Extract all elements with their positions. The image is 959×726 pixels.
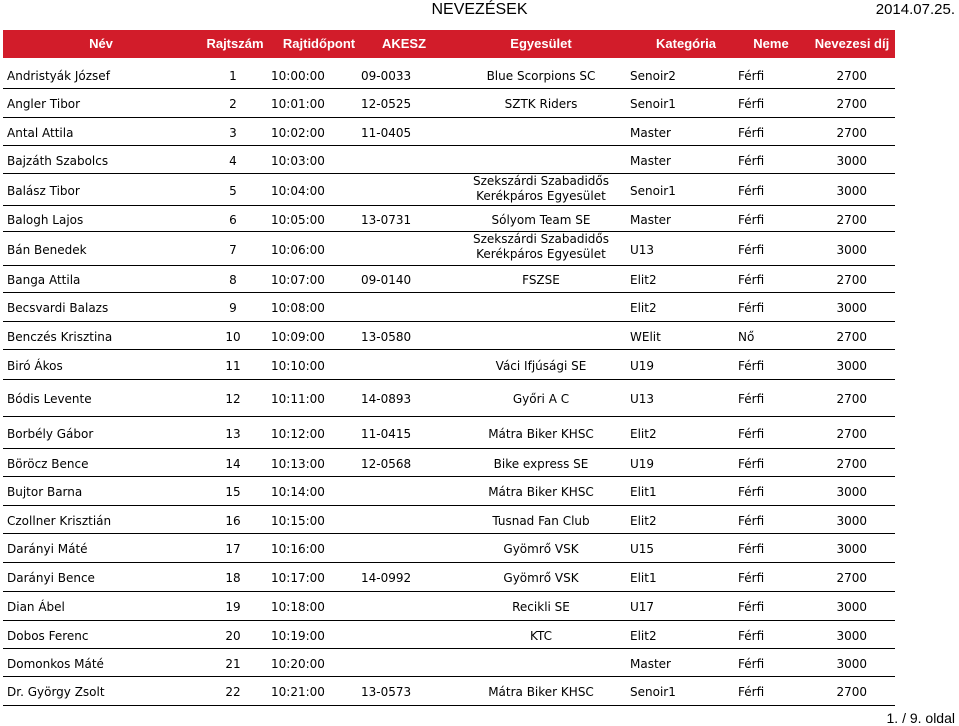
gender: Férfi [738, 485, 765, 499]
entry-fee: 2700 [836, 273, 867, 287]
entry-fee: 2700 [836, 126, 867, 140]
gender: Férfi [738, 392, 765, 406]
entry-fee: 2700 [836, 330, 867, 344]
bib-number: 10 [225, 330, 241, 344]
gender: Férfi [738, 514, 765, 528]
akesz-id: 09-0033 [361, 69, 412, 83]
category: Elit2 [630, 514, 657, 528]
bib-number: 9 [229, 301, 237, 315]
entry-fee: 2700 [836, 685, 867, 699]
table-row [3, 145, 895, 174]
akesz-id: 09-0140 [361, 273, 412, 287]
gender: Férfi [738, 457, 765, 471]
entrant-name: Biró Ákos [7, 359, 63, 373]
start-time: 10:12:00 [271, 427, 325, 441]
entry-fee: 3000 [836, 154, 867, 168]
bib-number: 13 [225, 427, 241, 441]
bib-number: 7 [229, 243, 237, 257]
table-row [3, 117, 895, 146]
club: SZTK Riders [504, 97, 578, 111]
club: Mátra Biker KHSC [488, 485, 594, 499]
entry-fee: 3000 [836, 359, 867, 373]
bib-number: 3 [229, 126, 237, 140]
bib-number: 16 [225, 514, 241, 528]
gender: Férfi [738, 126, 765, 140]
entrant-name: Bajzáth Szabolcs [7, 154, 109, 168]
start-time: 10:08:00 [271, 301, 325, 315]
club-line-1: Szekszárdi Szabadidős [472, 174, 610, 188]
category: U19 [630, 457, 655, 471]
entrant-name: Benczés Krisztina [7, 330, 113, 344]
gender: Férfi [738, 184, 765, 198]
entry-fee: 3000 [836, 184, 867, 198]
entrant-name: Darányi Máté [7, 542, 88, 556]
entry-fee: 3000 [836, 629, 867, 643]
akesz-id: 13-0573 [361, 685, 412, 699]
bib-number: 1 [229, 69, 237, 83]
category: WElit [630, 330, 661, 344]
entrant-name: Domonkos Máté [7, 657, 104, 671]
entrant-name: Bódis Levente [7, 392, 92, 406]
page-title: NEVEZÉSEK [431, 1, 528, 18]
table-row [3, 379, 895, 417]
start-time: 10:09:00 [271, 330, 325, 344]
gender: Férfi [738, 359, 765, 373]
header-bib: Rajtszám [206, 36, 264, 51]
category: Master [630, 213, 671, 227]
category: U13 [630, 392, 655, 406]
start-time: 10:16:00 [271, 542, 325, 556]
entry-fee: 3000 [836, 657, 867, 671]
akesz-id: 14-0893 [361, 392, 412, 406]
akesz-id: 11-0405 [361, 126, 412, 140]
category: Elit1 [630, 571, 657, 585]
gender: Férfi [738, 154, 765, 168]
entrant-name: Balász Tibor [7, 184, 80, 198]
entry-fee: 3000 [836, 600, 867, 614]
gender: Férfi [738, 600, 765, 614]
club: Mátra Biker KHSC [488, 685, 594, 699]
entrant-name: Angler Tibor [7, 97, 81, 111]
page-number: 1. / 9. oldal [886, 710, 955, 726]
club-line-2: Kerékpáros Egyesület [476, 189, 606, 203]
club-line-2: Kerékpáros Egyesület [476, 247, 606, 261]
table-row [3, 620, 895, 649]
table-row [3, 562, 895, 592]
entrant-name: Banga Attila [7, 273, 81, 287]
akesz-id: 13-0731 [361, 213, 412, 227]
entry-fee: 2700 [836, 392, 867, 406]
start-time: 10:10:00 [271, 359, 325, 373]
start-time: 10:17:00 [271, 571, 325, 585]
category: Senoir1 [630, 184, 676, 198]
akesz-id: 12-0568 [361, 457, 412, 471]
entry-fee: 2700 [836, 97, 867, 111]
club: Bike express SE [493, 457, 589, 471]
bib-number: 18 [225, 571, 241, 585]
category: U19 [630, 359, 655, 373]
table-header [3, 30, 895, 58]
start-time: 10:03:00 [271, 154, 325, 168]
header-akesz: AKESZ [381, 36, 427, 51]
akesz-id: 12-0525 [361, 97, 412, 111]
club: Tusnad Fan Club [492, 514, 590, 528]
start-time: 10:19:00 [271, 629, 325, 643]
gender: Férfi [738, 685, 765, 699]
category: Elit2 [630, 273, 657, 287]
category: Master [630, 154, 671, 168]
club: KTC [530, 629, 552, 643]
gender: Férfi [738, 243, 765, 257]
start-time: 10:13:00 [271, 457, 325, 471]
start-time: 10:00:00 [271, 69, 325, 83]
club: Mátra Biker KHSC [488, 427, 594, 441]
bib-number: 22 [225, 685, 241, 699]
bib-number: 6 [229, 213, 237, 227]
category: Elit2 [630, 301, 657, 315]
gender: Nő [738, 330, 755, 344]
gender: Férfi [738, 657, 765, 671]
header-start-time: Rajtidőpont [282, 36, 356, 51]
table-row [3, 676, 895, 706]
club: Váci Ifjúsági SE [495, 359, 587, 373]
start-time: 10:05:00 [271, 213, 325, 227]
header-gender: Neme [753, 36, 789, 51]
club: Recikli SE [512, 600, 570, 614]
bib-number: 19 [225, 600, 241, 614]
club: Gyömrő VSK [503, 542, 579, 556]
bib-number: 11 [225, 359, 241, 373]
akesz-id: 14-0992 [361, 571, 412, 585]
start-time: 10:02:00 [271, 126, 325, 140]
start-time: 10:21:00 [271, 685, 325, 699]
entrant-name: Böröcz Bence [7, 457, 89, 471]
start-time: 10:06:00 [271, 243, 325, 257]
bib-number: 15 [225, 485, 241, 499]
table-row [3, 349, 895, 380]
start-time: 10:11:00 [271, 392, 325, 406]
club: Győri A C [512, 392, 570, 406]
gender: Férfi [738, 571, 765, 585]
bib-number: 14 [225, 457, 241, 471]
entrant-name: Borbély Gábor [7, 427, 94, 441]
category: Senoir2 [630, 69, 676, 83]
table-row [3, 505, 895, 534]
gender: Férfi [738, 69, 765, 83]
gender: Férfi [738, 427, 765, 441]
gender: Férfi [738, 542, 765, 556]
entrant-name: Bujtor Barna [7, 485, 83, 499]
bib-number: 5 [229, 184, 237, 198]
category: Senoir1 [630, 685, 676, 699]
entry-fee: 3000 [836, 485, 867, 499]
table-row [3, 416, 895, 449]
bib-number: 21 [225, 657, 241, 671]
table-row [3, 231, 895, 266]
table-row [3, 448, 895, 477]
entrant-name: Dr. György Zsolt [7, 685, 105, 699]
entrant-name: Becsvardi Balazs [7, 301, 109, 315]
bib-number: 20 [225, 629, 241, 643]
category: Senoir1 [630, 97, 676, 111]
table-row [3, 265, 895, 293]
start-time: 10:07:00 [271, 273, 325, 287]
table-row [3, 60, 895, 89]
bib-number: 4 [229, 154, 237, 168]
gender: Férfi [738, 629, 765, 643]
gender: Férfi [738, 301, 765, 315]
entrant-name: Bán Benedek [7, 243, 87, 257]
header-name: Név [89, 36, 113, 51]
category: U17 [630, 600, 655, 614]
gender: Férfi [738, 213, 765, 227]
bib-number: 12 [225, 392, 241, 406]
table-row [3, 88, 895, 118]
bib-number: 17 [225, 542, 241, 556]
header-club: Egyesület [510, 36, 572, 51]
akesz-id: 11-0415 [361, 427, 412, 441]
category: Elit2 [630, 427, 657, 441]
entrant-name: Balogh Lajos [7, 213, 84, 227]
start-time: 10:15:00 [271, 514, 325, 528]
table-row [3, 321, 895, 350]
gender: Férfi [738, 273, 765, 287]
header-fee: Nevezesi díj [814, 36, 890, 51]
entrant-name: Darányi Bence [7, 571, 95, 585]
start-time: 10:04:00 [271, 184, 325, 198]
category: Elit2 [630, 629, 657, 643]
entry-fee: 2700 [836, 571, 867, 585]
start-time: 10:18:00 [271, 600, 325, 614]
table-row [3, 173, 895, 206]
entry-fee: 3000 [836, 542, 867, 556]
entry-fee: 3000 [836, 514, 867, 528]
header-category: Kategória [656, 36, 716, 51]
club: Gyömrő VSK [503, 571, 579, 585]
table-row [3, 533, 895, 563]
entrant-name: Andristyák József [7, 69, 110, 83]
entry-fee: 2700 [836, 427, 867, 441]
entry-fee: 2700 [836, 69, 867, 83]
entry-fee: 3000 [836, 243, 867, 257]
category: U15 [630, 542, 655, 556]
entrant-name: Antal Attila [7, 126, 74, 140]
start-time: 10:20:00 [271, 657, 325, 671]
category: Master [630, 126, 671, 140]
table-row [3, 205, 895, 232]
print-date: 2014.07.25. [875, 1, 955, 18]
akesz-id: 13-0580 [361, 330, 412, 344]
bib-number: 2 [229, 97, 237, 111]
entry-fee: 2700 [836, 213, 867, 227]
club [439, 232, 643, 262]
entrant-name: Dobos Ferenc [7, 629, 89, 643]
table-row [3, 591, 895, 621]
club: Blue Scorpions SC [486, 69, 596, 83]
table-row [3, 476, 895, 506]
entry-fee: 2700 [836, 457, 867, 471]
club: Sólyom Team SE [491, 213, 591, 227]
category: U13 [630, 243, 655, 257]
gender: Férfi [738, 97, 765, 111]
club: FSZSE [522, 273, 560, 287]
start-time: 10:01:00 [271, 97, 325, 111]
table-row [3, 292, 895, 322]
bib-number: 8 [229, 273, 237, 287]
entry-fee: 3000 [836, 301, 867, 315]
category: Elit1 [630, 485, 657, 499]
start-time: 10:14:00 [271, 485, 325, 499]
club-line-1: Szekszárdi Szabadidős [472, 232, 610, 246]
table-row [3, 648, 895, 677]
entrant-name: Czollner Krisztián [7, 514, 112, 528]
club [439, 174, 643, 204]
entrant-name: Dian Ábel [7, 600, 65, 614]
category: Master [630, 657, 671, 671]
